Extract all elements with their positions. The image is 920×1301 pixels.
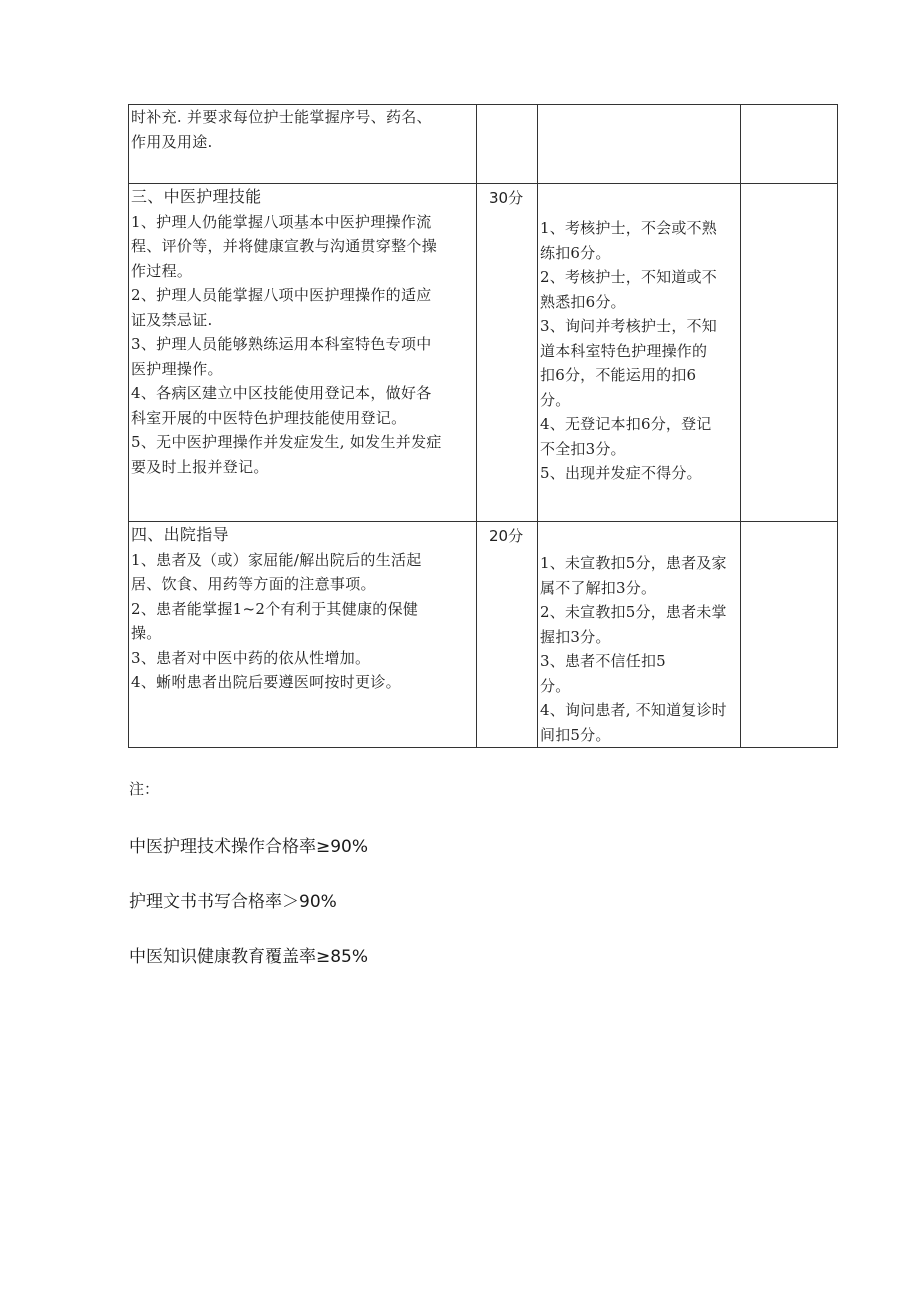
notes-label: 注： bbox=[129, 780, 160, 798]
section-heading: 三、中医护理技能 bbox=[131, 187, 262, 206]
section-heading: 四、出院指导 bbox=[131, 525, 229, 544]
criteria-line: 熟悉扣6分。 bbox=[540, 292, 626, 311]
table-row bbox=[129, 184, 838, 522]
criteria-line: 1、考核护士，不会或不熟 bbox=[540, 219, 717, 237]
content-line: 科室开展的中医特色护理技能使用登记。 bbox=[131, 408, 407, 427]
criteria-line: 4、无登记本扣6分，登记 bbox=[540, 415, 712, 433]
score-cell bbox=[477, 105, 538, 184]
table-row bbox=[129, 105, 838, 184]
criteria-line: 2、考核护士，不知道或不 bbox=[540, 268, 717, 286]
score-value: 20分 bbox=[489, 527, 524, 545]
content-line: 1、护理人仍能掌握八项基本中医护理操作流 bbox=[131, 212, 432, 231]
content-line: 程、评价等，并将健康宣教与沟通贯穿整个操 bbox=[131, 237, 438, 255]
criteria-line: 4、询问患者, 不知道复诊时 bbox=[540, 701, 727, 719]
table-row bbox=[129, 522, 838, 748]
criteria-line: 练扣6分。 bbox=[540, 243, 611, 262]
content-line: 医护理操作。 bbox=[131, 359, 223, 378]
content-line: 证及禁忌证. bbox=[131, 310, 213, 329]
criteria-line: 3、询问并考核护士，不知 bbox=[540, 317, 717, 335]
criteria-line: 2、未宣教扣5分，患者未掌 bbox=[540, 603, 727, 621]
content-line: 居、饮食、用药等方面的注意事项。 bbox=[131, 575, 376, 593]
score-value: 30分 bbox=[489, 189, 524, 207]
content-line: 要及时上报并登记。 bbox=[131, 457, 269, 476]
criteria-line: 扣6分，不能运用的扣6 bbox=[540, 366, 697, 384]
criteria-line: 3、患者不信任扣5 bbox=[540, 652, 666, 670]
score-cell bbox=[477, 184, 538, 522]
content-line: 时补充. 并要求每位护士能掌握序号、药名、 bbox=[131, 108, 432, 126]
content-line: 2、患者能掌握1~2个有利于其健康的保健 bbox=[131, 599, 419, 618]
criteria-line: 不全扣3分。 bbox=[540, 439, 626, 458]
note-item: 中医护理技术操作合格率≥90% bbox=[129, 837, 369, 857]
content-line: 1、患者及（或）家屈能/解出院后的生活起 bbox=[131, 550, 422, 569]
content-line: 操。 bbox=[131, 624, 162, 642]
content-line: 4、各病区建立中区技能使用登记本，做好各 bbox=[131, 384, 432, 402]
content-cell bbox=[129, 522, 477, 748]
content-line: 3、患者对中医中药的依从性增加。 bbox=[131, 648, 371, 667]
criteria-cell bbox=[538, 105, 741, 184]
criteria-line: 5、出现并发症不得分。 bbox=[540, 464, 702, 482]
content-line: 2、护理人员能掌握八项中医护理操作的适应 bbox=[131, 286, 432, 304]
criteria-cell bbox=[538, 522, 741, 748]
criteria-line: 间扣5分。 bbox=[540, 725, 611, 744]
content-cell bbox=[129, 105, 477, 184]
notes-section bbox=[129, 778, 368, 1001]
assessment-table bbox=[128, 104, 838, 748]
content-line: 5、无中医护理操作并发症发生, 如发生并发症 bbox=[131, 433, 442, 451]
content-line: 4、蜥咐患者出院后要遵医呵按时更诊。 bbox=[131, 673, 401, 691]
criteria-line: 属不了解扣3分。 bbox=[540, 578, 657, 597]
criteria-line: 分。 bbox=[540, 676, 571, 695]
criteria-line: 分。 bbox=[540, 390, 571, 409]
note-item: 护理文书书写合格率＞90% bbox=[129, 892, 337, 912]
remark-cell bbox=[741, 105, 838, 184]
content-cell bbox=[129, 184, 477, 522]
score-cell bbox=[477, 522, 538, 748]
note-item: 中医知识健康教育覆盖率≥85% bbox=[129, 947, 369, 967]
content-line: 3、护理人员能够熟练运用本科室特色专项中 bbox=[131, 335, 432, 353]
content-line: 作过程。 bbox=[131, 261, 193, 280]
content-line: 作用及用途. bbox=[131, 132, 213, 151]
remark-cell bbox=[741, 522, 838, 748]
criteria-line: 1、未宣教扣5分，患者及家 bbox=[540, 554, 727, 572]
criteria-line: 道本科室特色护理操作的 bbox=[540, 341, 708, 360]
criteria-cell bbox=[538, 184, 741, 522]
remark-cell bbox=[741, 184, 838, 522]
criteria-line: 握扣3分。 bbox=[540, 627, 611, 646]
